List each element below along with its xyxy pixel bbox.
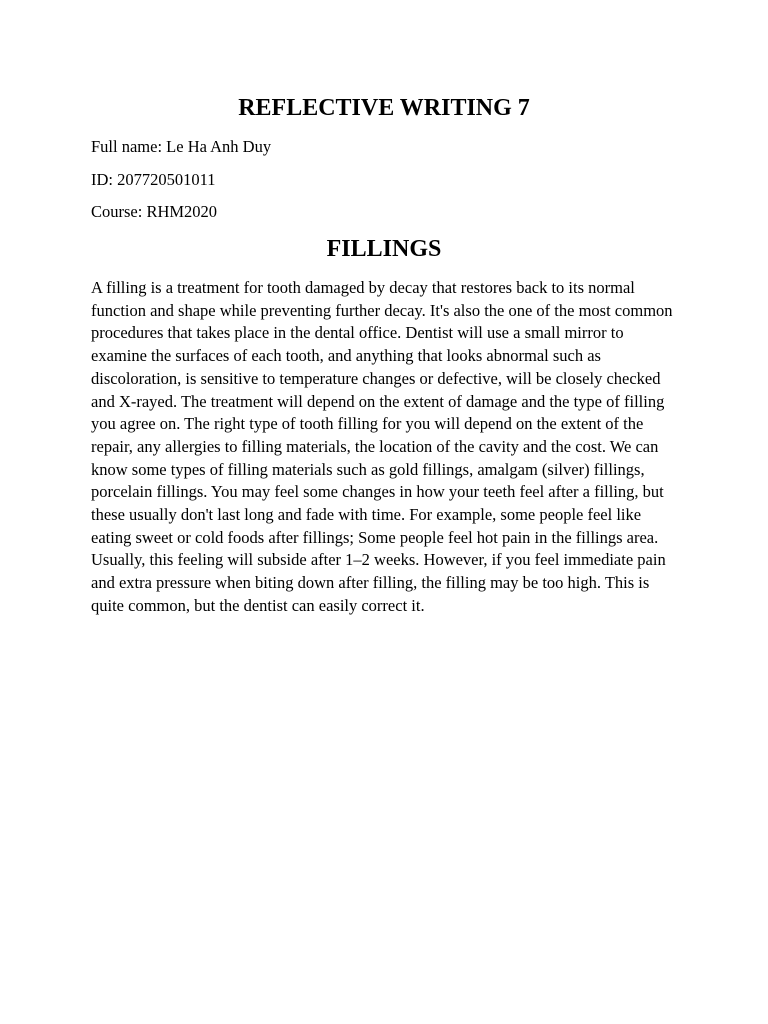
student-id-line: ID: 207720501011 [91,170,216,189]
course-line: Course: RHM2020 [91,202,218,221]
document-title: REFLECTIVE WRITING 7 [238,95,530,121]
full-name-line: Full name: Le Ha Anh Duy [91,137,272,156]
body-paragraph: A filling is a treatment for tooth damaged by decay that restores back to its normal function and shape while preventing further decay. It's also the one of the most common procedures that takes place in the dental office. Dentist will use a small mirror to examine the surfaces of each tooth, and anything that looks abnormal such as discoloration, is sensitive to temperature changes or defective, will be closely checked and X-rayed. The treatment will depend on the extent of damage and the type of filling you agree on. The right type of tooth filling for you will depend on the extent of the repair, any allergies to filling materials, the location of the cavity and the cost. We can know some types of filling materials such as gold fillings, amalgam (silver) fillings, porcelain fillings. You may feel some changes in how your teeth feel after a filling, but these usually don't last long and fade with time. For example, some people feel like eating sweet or cold foods after fillings; Some people feel hot pain in the fillings area. Usually, this feeling will subside after 1–2 weeks. However, if you feel immediate pain and extra pressure when biting down after filling, the filling may be too high. This is quite common, but the dentist can easily correct it. [91,278,673,615]
section-title: FILLINGS [326,236,442,262]
